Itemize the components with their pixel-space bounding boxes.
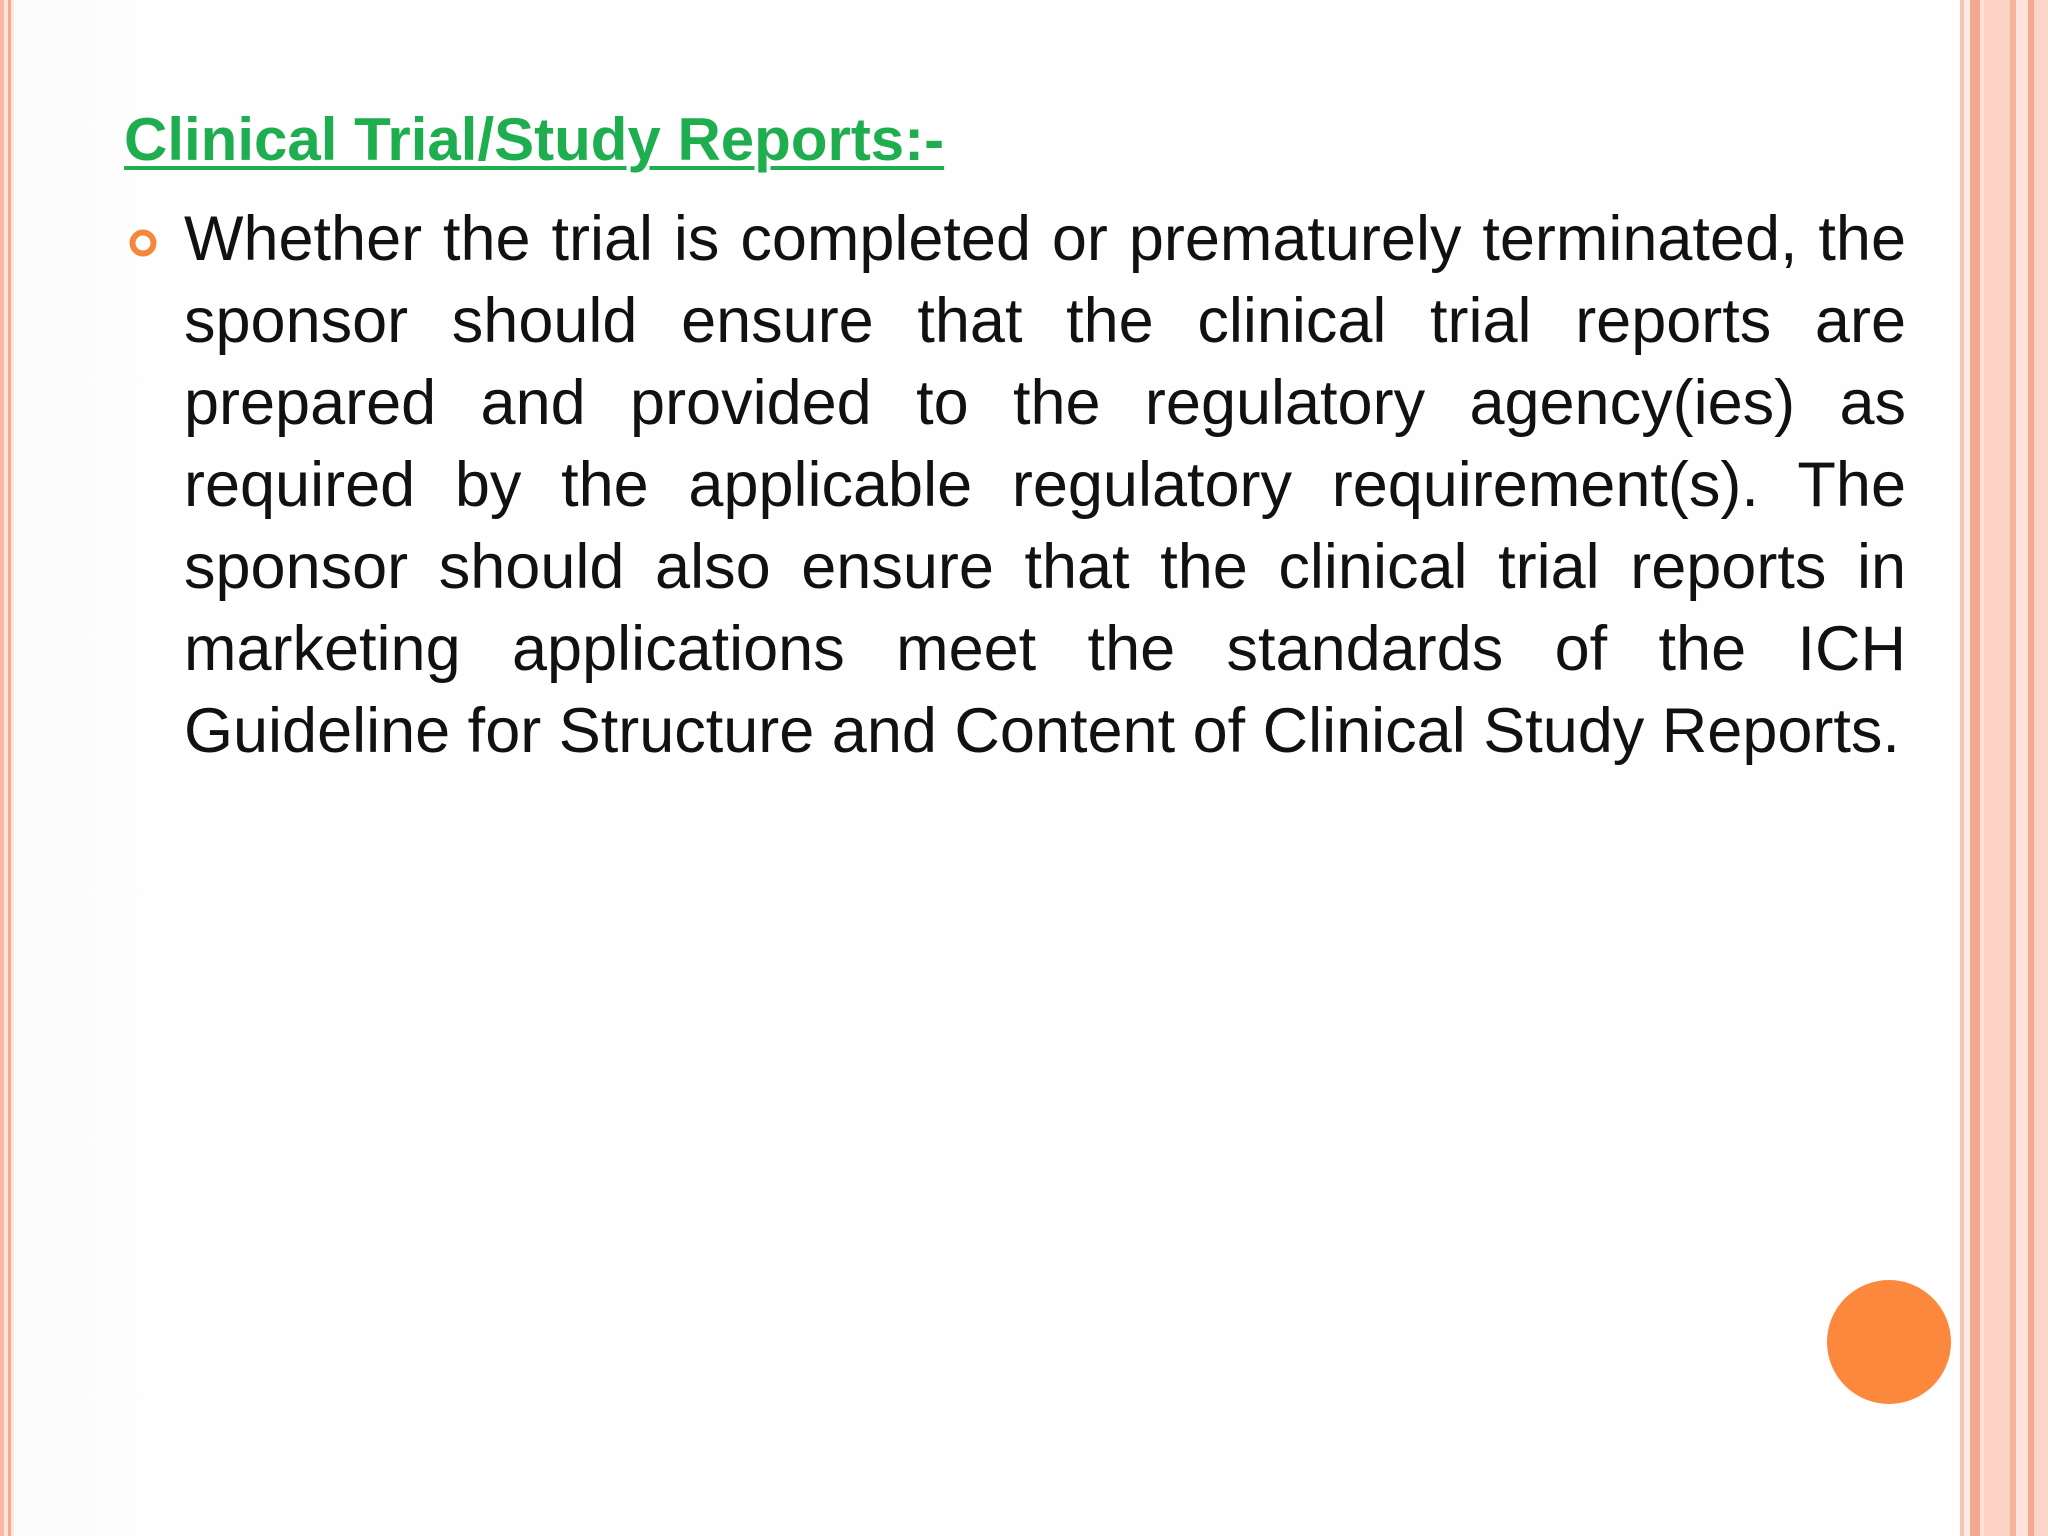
right-stripe [2034, 0, 2048, 1536]
hollow-circle-bullet-icon [128, 228, 158, 258]
slide-title: Clinical Trial/Study Reports:- [124, 106, 945, 173]
bullet-text: Whether the trial is completed or prematurely terminated, the sponsor should ensure that the clinical trial reports are prepared and provided to the regulatory agency(ies) as required by the applicable regulatory requirement(s). The sponsor should also ensure that the clinical trial reports in marketing applications meet the standards of the ICH Guideline for Structure and Content of Clinical Study Reports. [184, 204, 1906, 766]
right-stripe [1970, 0, 1980, 1536]
right-stripe [1984, 0, 2010, 1536]
left-border-decoration [0, 0, 14, 1536]
right-stripe [2016, 0, 2028, 1536]
orange-circle-decoration [1827, 1280, 1951, 1404]
